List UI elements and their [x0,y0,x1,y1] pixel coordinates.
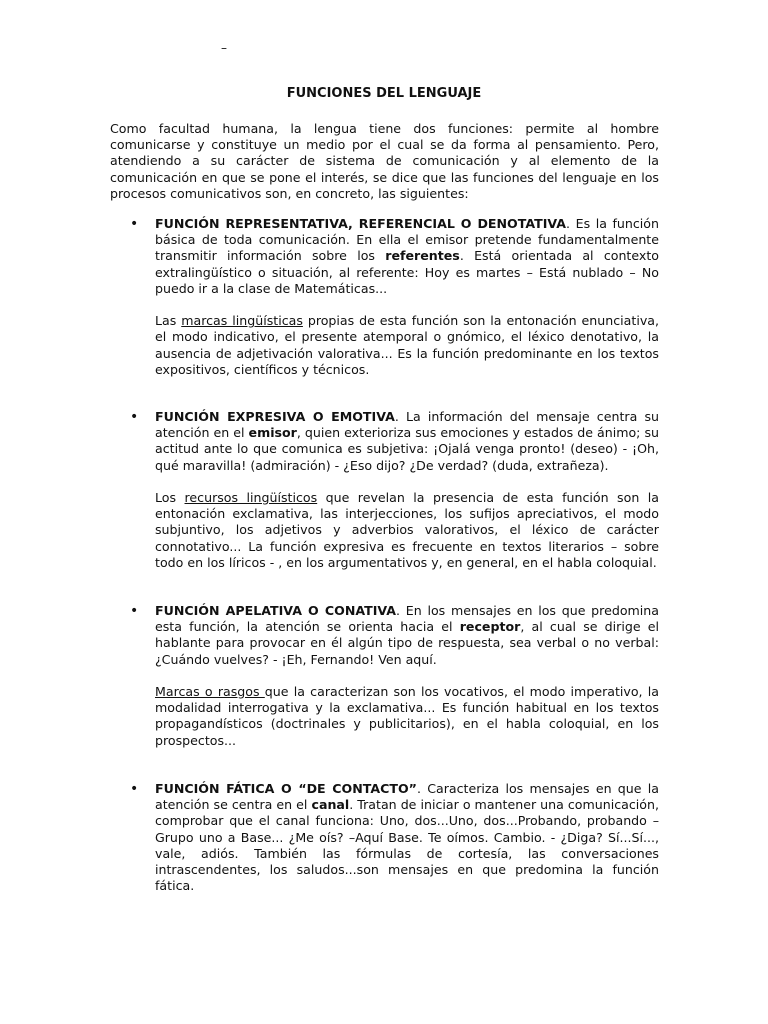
function-description [155,603,659,668]
function-marks [155,313,659,378]
bullet-icon: • [130,603,139,619]
function-marks [155,684,659,749]
list-item-fatica [130,781,659,894]
list-item-expresiva [130,409,659,571]
key-term: referentes [385,248,460,264]
description-text: . Tratan de iniciar o mantener una comunicación, comprobar que el canal funciona: Uno, dos...Uno, dos...Probando, probando – Grupo uno a Base... ¿Me oís? –Aquí Base. Te oímos. Cambio. - ¿Diga? Sí...Sí..., vale, adiós. También las fórmulas de cortesía, las conversaciones intrascendentes, los saludos...son mensajes en que predomina la función fática. [155,797,659,894]
header-mark: – [221,41,227,55]
marks-label: recursos lingüísticos [184,490,318,505]
function-description [155,409,659,474]
marks-text: que la caracterizan son los vocativos, el modo imperativo, la modalidad interrogativa y la exclamativa... Es función habitual en los textos propagandísticos (doctrinales y publicitarios), en el habla coloquial, en los prospectos... [155,684,660,748]
bullet-icon: • [130,409,139,425]
function-name: FUNCIÓN FÁTICA O “DE CONTACTO” [155,781,417,796]
marks-prefix: Las [155,313,182,329]
key-term: emisor [248,425,297,441]
description-text: . La información del mensaje centra su atención en el [155,409,659,441]
marks-text: que revelan la presencia de esta función son la entonación exclamativa, las interjecciones, los sufijos apreciativos, el modo subjuntivo, los adjetivos y adverbios valorativos, el léxico de carácter connotativo... La función expresiva es frecuente en textos literarios – sobre todo en los líricos - , en los argumentativos y, en general, en el habla coloquial. [155,490,659,570]
description-text: , quien exterioriza sus emociones y estados de ánimo; su actitud ante lo que comunica es subjetiva: ¡Ojalá venga pronto! (deseo) - ¡Oh, qué maravilla! (admiración) - ¿Eso dijo? ¿De verdad? (duda, extrañeza). [155,425,659,473]
key-term: receptor [459,619,521,635]
description-text: . Está orientada al contexto extralingüístico o situación, al referente: Hoy es martes – Está nublado – No puedo ir a la clase de Matemáticas... [155,248,659,296]
list-item-apelativa [130,603,660,749]
marks-label: marcas lingüísticas [181,313,303,329]
bullet-icon: • [130,216,139,232]
marks-text: propias de esta función son la entonación enunciativa, el modo indicativo, el presente atemporal o gnómico, el léxico denotativo, la ausencia de adjetivación valorativa... Es la función predominante en los textos expositivos, científicos y técnicos. [155,313,659,377]
description-text: , al cual se dirige el hablante para provocar en él algún tipo de respuesta, sea verbal o no verbal: ¿Cuándo vuelves? - ¡Eh, Fernando! Ven aquí. [155,619,660,667]
description-text: . Es la función básica de toda comunicación. En ella el emisor pretende fundamentalmente transmitir información sobre los [155,216,659,264]
function-name: FUNCIÓN EXPRESIVA O EMOTIVA [155,409,395,424]
function-name: FUNCIÓN APELATIVA O CONATIVA [155,603,397,618]
function-description [155,216,659,297]
description-text: . Caracteriza los mensajes en que la atención se centra en el [155,781,659,813]
marks-label: Marcas o rasgos [155,684,265,699]
function-description [155,781,659,894]
page-title: FUNCIONES DEL LENGUAJE [286,86,482,101]
bullet-icon: • [130,781,139,797]
marks-prefix: Los [155,490,185,505]
function-marks [155,490,659,571]
key-term: canal [311,797,350,813]
description-text: . En los mensajes en los que predomina esta función, la atención se orienta hacia el [155,603,659,635]
list-item-representativa [130,216,659,378]
function-name: FUNCIÓN REPRESENTATIVA, REFERENCIAL O DENOTATIVA [155,216,567,231]
intro-paragraph: Como facultad humana, la lengua tiene dos funciones: permite al hombre comunicarse y constituye un medio por el cual se da forma al pensamiento. Pero, atendiendo a su carácter de sistema de comunicación y al elemento de la comunicación en que se pone el interés, se dice que las funciones del lenguaje en los procesos comunicativos son, en concreto, las siguientes: [110,121,659,201]
